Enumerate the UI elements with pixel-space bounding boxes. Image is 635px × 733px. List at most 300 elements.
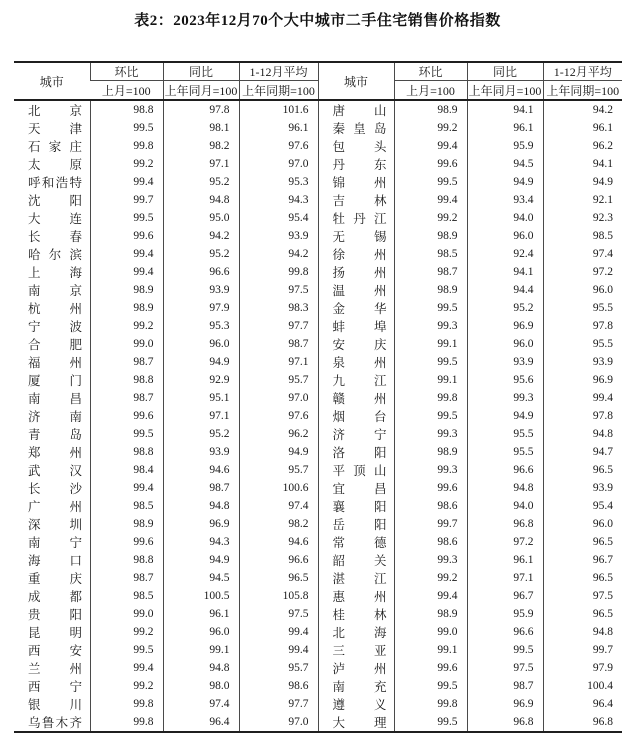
city-cell (14, 335, 90, 353)
city-name: 韶关 (332, 554, 387, 568)
yoy-value: 96.6 (467, 623, 543, 641)
city-cell (318, 569, 394, 587)
mom-value: 99.6 (394, 479, 467, 497)
mom-value: 98.9 (394, 443, 467, 461)
table-row (14, 659, 622, 677)
avg-value: 96.7 (543, 551, 622, 569)
city-cell (14, 641, 90, 659)
avg-value: 94.6 (239, 533, 318, 551)
avg-value: 97.0 (239, 389, 318, 407)
table-row (14, 587, 622, 605)
table-row (14, 569, 622, 587)
table-row (14, 551, 622, 569)
table-row (14, 425, 622, 443)
yoy-value: 95.5 (467, 443, 543, 461)
city-name: 合肥 (28, 338, 82, 352)
city-cell (318, 173, 394, 191)
mom-value: 99.5 (90, 119, 163, 137)
city-name: 泉州 (332, 356, 387, 370)
mom-value: 99.8 (90, 695, 163, 713)
mom-value: 99.8 (394, 695, 467, 713)
yoy-value: 98.7 (163, 479, 239, 497)
city-name: 沈阳 (28, 194, 82, 208)
mom-value: 99.8 (90, 137, 163, 155)
city-name: 厦门 (28, 374, 82, 388)
city-name: 安庆 (332, 338, 387, 352)
city-name: 桂林 (332, 608, 387, 622)
table-row (14, 605, 622, 623)
city-cell (318, 191, 394, 209)
avg-value: 96.2 (239, 425, 318, 443)
mom-value: 99.6 (394, 155, 467, 173)
city-cell (14, 137, 90, 155)
yoy-value: 96.6 (467, 461, 543, 479)
city-cell (14, 605, 90, 623)
table-row (14, 443, 622, 461)
yoy-value: 96.1 (467, 119, 543, 137)
city-name: 成都 (28, 590, 82, 604)
yoy-value: 98.7 (467, 677, 543, 695)
city-name: 银川 (28, 698, 82, 712)
city-cell (14, 155, 90, 173)
avg-value: 94.2 (239, 245, 318, 263)
city-cell (14, 479, 90, 497)
yoy-value: 94.3 (163, 533, 239, 551)
city-cell (318, 407, 394, 425)
city-cell (318, 137, 394, 155)
city-name: 北海 (332, 626, 387, 640)
table-body (14, 100, 622, 732)
city-name: 杭州 (28, 302, 82, 316)
mom-value: 98.5 (90, 497, 163, 515)
yoy-value: 94.9 (163, 353, 239, 371)
city-name: 太原 (28, 158, 82, 172)
mom-value: 99.4 (90, 173, 163, 191)
yoy-value: 96.0 (467, 335, 543, 353)
avg-value: 98.7 (239, 335, 318, 353)
yoy-value: 96.6 (163, 263, 239, 281)
mom-value: 99.0 (90, 605, 163, 623)
yoy-value: 97.9 (163, 299, 239, 317)
avg-value: 99.4 (239, 641, 318, 659)
mom-value: 99.0 (394, 623, 467, 641)
city-cell (14, 425, 90, 443)
city-name: 深圳 (28, 518, 82, 532)
city-name: 遵义 (332, 698, 387, 712)
avg-value: 95.4 (239, 209, 318, 227)
table-row (14, 155, 622, 173)
avg-value: 97.5 (543, 587, 622, 605)
yoy-value: 93.9 (163, 443, 239, 461)
yoy-value: 95.0 (163, 209, 239, 227)
avg-value: 96.1 (239, 119, 318, 137)
avg-value: 99.7 (543, 641, 622, 659)
yoy-value: 96.9 (467, 317, 543, 335)
avg-value: 97.2 (543, 263, 622, 281)
avg-value: 97.9 (543, 659, 622, 677)
yoy-value: 97.1 (163, 155, 239, 173)
city-name: 锦州 (332, 176, 387, 190)
city-cell (318, 299, 394, 317)
mom-value: 99.2 (90, 317, 163, 335)
city-name: 无锡 (332, 230, 387, 244)
yoy-value: 96.0 (163, 335, 239, 353)
mom-value: 98.6 (394, 497, 467, 515)
city-cell (14, 245, 90, 263)
city-cell (14, 551, 90, 569)
yoy-value: 96.9 (163, 515, 239, 533)
avg-value: 93.9 (543, 479, 622, 497)
city-cell (318, 371, 394, 389)
yoy-value: 96.8 (467, 515, 543, 533)
mom-value: 99.4 (90, 263, 163, 281)
city-cell (318, 515, 394, 533)
avg-value: 96.5 (543, 605, 622, 623)
table-row (14, 173, 622, 191)
mom-value: 99.5 (394, 353, 467, 371)
city-cell (318, 677, 394, 695)
mom-value: 98.9 (394, 227, 467, 245)
mom-value: 99.3 (394, 551, 467, 569)
mom-value: 98.9 (90, 299, 163, 317)
yoy-value: 95.9 (467, 605, 543, 623)
header-mom-base-right: 上月=100 (394, 81, 467, 101)
avg-value: 101.6 (239, 100, 318, 119)
mom-value: 98.8 (90, 371, 163, 389)
avg-value: 96.5 (239, 569, 318, 587)
mom-value: 99.6 (90, 227, 163, 245)
mom-value: 99.4 (394, 587, 467, 605)
yoy-value: 94.1 (467, 263, 543, 281)
city-cell (14, 263, 90, 281)
table-row (14, 137, 622, 155)
avg-value: 94.2 (543, 100, 622, 119)
avg-value: 97.0 (239, 713, 318, 732)
table-row (14, 497, 622, 515)
city-cell (14, 407, 90, 425)
avg-value: 97.7 (239, 695, 318, 713)
city-name: 海口 (28, 554, 82, 568)
yoy-value: 94.1 (467, 100, 543, 119)
yoy-value: 92.4 (467, 245, 543, 263)
city-cell (318, 461, 394, 479)
yoy-value: 94.8 (163, 191, 239, 209)
avg-value: 96.6 (239, 551, 318, 569)
header-avg-base-right: 上年同期=100 (543, 81, 622, 101)
yoy-value: 96.4 (163, 713, 239, 732)
table-row (14, 119, 622, 137)
avg-value: 99.4 (239, 623, 318, 641)
table-row (14, 407, 622, 425)
mom-value: 99.7 (394, 515, 467, 533)
avg-value: 92.1 (543, 191, 622, 209)
yoy-value: 95.1 (163, 389, 239, 407)
avg-value: 94.7 (543, 443, 622, 461)
city-name: 西安 (28, 644, 82, 658)
table-row (14, 335, 622, 353)
yoy-value: 94.6 (163, 461, 239, 479)
table-row (14, 299, 622, 317)
mom-value: 98.9 (90, 515, 163, 533)
mom-value: 99.5 (394, 173, 467, 191)
table-row (14, 209, 622, 227)
avg-value: 93.9 (239, 227, 318, 245)
avg-value: 96.2 (543, 137, 622, 155)
mom-value: 99.5 (394, 299, 467, 317)
city-cell (14, 695, 90, 713)
mom-value: 99.5 (90, 641, 163, 659)
avg-value: 94.3 (239, 191, 318, 209)
mom-value: 99.3 (394, 317, 467, 335)
city-cell (318, 209, 394, 227)
table-row (14, 353, 622, 371)
yoy-value: 95.5 (467, 425, 543, 443)
yoy-value: 94.9 (467, 407, 543, 425)
city-cell (14, 299, 90, 317)
city-cell (318, 533, 394, 551)
avg-value: 96.5 (543, 533, 622, 551)
city-name: 兰州 (28, 662, 82, 676)
city-cell (14, 497, 90, 515)
mom-value: 98.8 (90, 551, 163, 569)
price-index-table (14, 61, 622, 733)
avg-value: 97.7 (239, 317, 318, 335)
city-name: 丹东 (332, 158, 387, 172)
city-cell (318, 119, 394, 137)
mom-value: 99.1 (394, 641, 467, 659)
city-cell (318, 317, 394, 335)
mom-value: 99.3 (394, 425, 467, 443)
yoy-value: 97.4 (163, 695, 239, 713)
table-row (14, 317, 622, 335)
city-cell (318, 605, 394, 623)
city-name: 济宁 (332, 428, 387, 442)
yoy-value: 97.8 (163, 100, 239, 119)
city-cell (14, 443, 90, 461)
mom-value: 99.8 (394, 389, 467, 407)
city-name: 吉林 (332, 194, 387, 208)
header-avg-base-left: 上年同期=100 (239, 81, 318, 101)
city-cell (318, 335, 394, 353)
table-row (14, 479, 622, 497)
avg-value: 96.0 (543, 515, 622, 533)
avg-value: 98.5 (543, 227, 622, 245)
city-name: 重庆 (28, 572, 82, 586)
city-name: 长沙 (28, 482, 82, 496)
city-cell (318, 587, 394, 605)
yoy-value: 95.2 (163, 425, 239, 443)
city-cell (14, 569, 90, 587)
avg-value: 97.4 (543, 245, 622, 263)
city-name: 惠州 (332, 590, 387, 604)
city-cell (318, 425, 394, 443)
yoy-value: 100.5 (163, 587, 239, 605)
city-name: 大连 (28, 212, 82, 226)
mom-value: 99.5 (90, 425, 163, 443)
city-cell (14, 191, 90, 209)
mom-value: 98.5 (394, 245, 467, 263)
city-name: 石家庄 (28, 140, 82, 154)
table-row (14, 263, 622, 281)
yoy-value: 96.8 (467, 713, 543, 732)
city-cell (14, 353, 90, 371)
yoy-value: 98.1 (163, 119, 239, 137)
mom-value: 99.4 (90, 479, 163, 497)
yoy-value: 94.4 (467, 281, 543, 299)
yoy-value: 93.4 (467, 191, 543, 209)
city-cell (318, 155, 394, 173)
yoy-value: 99.5 (467, 641, 543, 659)
yoy-value: 97.2 (467, 533, 543, 551)
avg-value: 97.6 (239, 407, 318, 425)
city-cell (318, 443, 394, 461)
city-cell (14, 281, 90, 299)
city-name: 呼和浩特 (28, 176, 82, 190)
avg-value: 97.5 (239, 605, 318, 623)
avg-value: 95.7 (239, 461, 318, 479)
header-yoy-right: 同比 (467, 62, 543, 81)
header-yoy-base-right: 上年同月=100 (467, 81, 543, 101)
city-name: 唐山 (332, 104, 387, 118)
mom-value: 99.3 (394, 461, 467, 479)
city-name: 昆明 (28, 626, 82, 640)
yoy-value: 97.5 (467, 659, 543, 677)
city-name: 湛江 (332, 572, 387, 586)
table-row (14, 281, 622, 299)
avg-value: 99.8 (239, 263, 318, 281)
avg-value: 95.7 (239, 659, 318, 677)
city-cell (14, 389, 90, 407)
city-cell (318, 713, 394, 732)
page (0, 12, 635, 730)
mom-value: 98.9 (394, 100, 467, 119)
mom-value: 98.7 (90, 569, 163, 587)
city-name: 广州 (28, 500, 82, 514)
city-cell (318, 389, 394, 407)
avg-value: 96.8 (543, 713, 622, 732)
header-yoy-base-left: 上年同月=100 (163, 81, 239, 101)
header-city-right: 城市 (318, 62, 394, 100)
mom-value: 99.4 (90, 659, 163, 677)
yoy-value: 98.2 (163, 137, 239, 155)
city-name: 西宁 (28, 680, 82, 694)
city-cell (318, 227, 394, 245)
yoy-value: 93.9 (163, 281, 239, 299)
avg-value: 98.3 (239, 299, 318, 317)
avg-value: 94.9 (543, 173, 622, 191)
yoy-value: 96.1 (467, 551, 543, 569)
city-name: 徐州 (332, 248, 387, 262)
city-name: 包头 (332, 140, 387, 154)
mom-value: 98.4 (90, 461, 163, 479)
city-cell (318, 245, 394, 263)
yoy-value: 92.9 (163, 371, 239, 389)
yoy-value: 94.9 (467, 173, 543, 191)
mom-value: 98.9 (90, 281, 163, 299)
city-name: 常德 (332, 536, 387, 550)
header-avg-left: 1-12月平均 (239, 62, 318, 81)
avg-value: 96.0 (543, 281, 622, 299)
mom-value: 98.9 (394, 281, 467, 299)
mom-value: 99.2 (90, 677, 163, 695)
mom-value: 99.2 (394, 119, 467, 137)
mom-value: 98.7 (394, 263, 467, 281)
city-name: 天津 (28, 122, 82, 136)
city-name: 贵阳 (28, 608, 82, 622)
mom-value: 99.4 (394, 191, 467, 209)
mom-value: 99.7 (90, 191, 163, 209)
city-cell (318, 497, 394, 515)
avg-value: 94.1 (543, 155, 622, 173)
table-row (14, 227, 622, 245)
yoy-value: 94.8 (163, 659, 239, 677)
city-cell (14, 119, 90, 137)
header-mom-right: 环比 (394, 62, 467, 81)
header-mom-left: 环比 (90, 62, 163, 81)
yoy-value: 94.8 (467, 479, 543, 497)
avg-value: 97.8 (543, 317, 622, 335)
avg-value: 95.7 (239, 371, 318, 389)
mom-value: 99.8 (90, 713, 163, 732)
table-row (14, 623, 622, 641)
header-mom-base-left: 上月=100 (101, 83, 151, 98)
avg-value: 97.5 (239, 281, 318, 299)
city-cell (14, 209, 90, 227)
city-cell (14, 533, 90, 551)
avg-value: 97.8 (543, 407, 622, 425)
city-cell (14, 173, 90, 191)
city-cell (14, 623, 90, 641)
avg-value: 100.6 (239, 479, 318, 497)
avg-value: 97.1 (239, 353, 318, 371)
table-row (14, 713, 622, 732)
city-name: 襄阳 (332, 500, 387, 514)
avg-value: 98.2 (239, 515, 318, 533)
city-name: 南宁 (28, 536, 82, 550)
mom-value: 99.1 (394, 371, 467, 389)
avg-value: 96.9 (543, 371, 622, 389)
city-name: 济南 (28, 410, 82, 424)
city-cell (14, 713, 90, 732)
avg-value: 95.3 (239, 173, 318, 191)
city-cell (318, 263, 394, 281)
city-cell (14, 317, 90, 335)
city-cell (318, 623, 394, 641)
avg-value: 105.8 (239, 587, 318, 605)
mom-value: 99.2 (394, 569, 467, 587)
avg-value: 96.5 (543, 461, 622, 479)
city-name: 宜昌 (332, 482, 387, 496)
yoy-value: 95.2 (163, 245, 239, 263)
yoy-value: 94.8 (163, 497, 239, 515)
yoy-value: 97.1 (163, 407, 239, 425)
mom-value: 99.2 (394, 209, 467, 227)
table-row (14, 100, 622, 119)
yoy-value: 95.3 (163, 317, 239, 335)
mom-value: 98.7 (90, 389, 163, 407)
city-cell (14, 461, 90, 479)
yoy-value: 95.2 (467, 299, 543, 317)
header-avg-right: 1-12月平均 (543, 62, 622, 81)
mom-value: 99.0 (90, 335, 163, 353)
yoy-value: 98.0 (163, 677, 239, 695)
yoy-value: 96.0 (163, 623, 239, 641)
city-cell (318, 100, 394, 119)
city-name: 秦皇岛 (332, 122, 387, 136)
table-row (14, 389, 622, 407)
city-cell (14, 659, 90, 677)
city-name: 福州 (28, 356, 82, 370)
